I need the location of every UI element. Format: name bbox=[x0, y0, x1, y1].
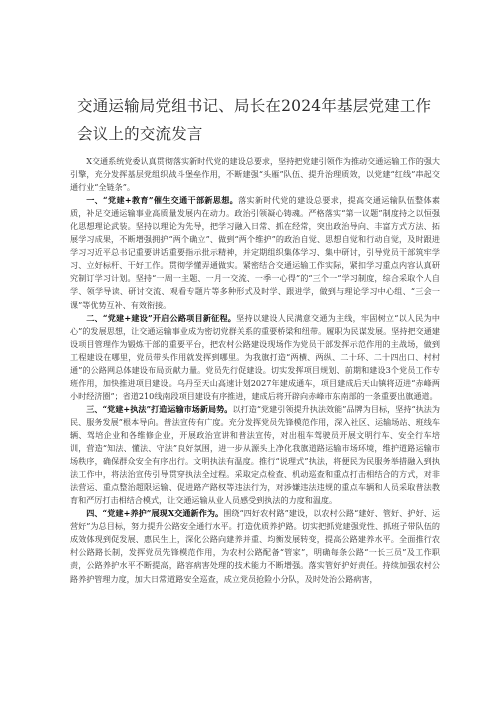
section-heading: 四、“党建+养护”展现X交通新作为。 bbox=[86, 508, 224, 519]
paragraph-text: X交通系统党委认真贯彻落实新时代党的建设总要求，坚持把党建引领作为推动交通运输工作的强大引擎，充分发挥基层党组织战斗堡垒作用，不断建强“头雁”队伍、提升治理质效，以党建“红线”串起交通行业“全链条”。 bbox=[70, 156, 440, 193]
section-heading: 三、“党建+执法”打造运输市场新局势。 bbox=[86, 403, 233, 414]
paragraph-section-3 bbox=[70, 403, 440, 507]
paragraph-section-4 bbox=[70, 507, 440, 585]
title-line-1: 交通运输局党组书记、局长在2024年基层党建工作 bbox=[77, 97, 432, 115]
paragraph-section-1 bbox=[70, 194, 440, 311]
section-heading: 一、“党建+教育”催生交通干部新思想。 bbox=[86, 195, 239, 206]
paragraph-section-2 bbox=[70, 312, 440, 403]
paragraph-intro bbox=[70, 155, 440, 194]
paragraph-text: 以打造“党建引领提升执法效能”品牌为目标，坚持“执法为民、服务发展”根本导向。普法宣传有广度。充分发挥党员先锋模范作用，深入社区、运输场站、班线车辆、驾培企业和各维修企业，开展政治宣讲和普法宣传，对出租车驾驶员开展文明行车、安全行车培训，营造“知法、懂法、守法”良好氛围，进一步从源头上净化我旗道路运输市场环境，维护道路运输市场秩序，确保群众安全有序出行。文明执法有温度。推行“说理式”执法，将便民为民服务举措融入到执法工作中，将法治宣传引导贯穿执法全过程。采取定点检查、机动巡查和重点打击相结合的方式，对非法营运、重点整治超限运输、促进路产路权等违法行为，对涉嫌违法违规的重点车辆和人员采取普法教育和严厉打击相结合模式，让交通运输从业人员感受到执法的力度和温度。 bbox=[70, 403, 440, 506]
section-heading: 二、“党建+建设”开启公路项目新征程。 bbox=[86, 312, 237, 323]
document-title bbox=[77, 92, 437, 148]
title-line-2: 会议上的交流发言 bbox=[77, 125, 203, 143]
paragraph-text: 围绕“四好农村路”建设，以农村公路“建好、管好、护好、运营好”为总目标，努力提升公路安全通行水平。打造优质养护路。切实把抓党建强党性、抓班子带队伍的成效体现到促发展、惠民生上，深化公路向建养并重、均衡发展转变，提高公路建养水平。全面推行农村公路路长制，发挥党员先锋模范作用，为农村公路配备“管家”，明确每条公路“一长三员”及工作职责，公路养护水平不断提高，路容病害处理的技术能力不断增强。落实管好护好责任。持续加强农村公路养护管理力度，加大日常道路安全巡查，成立党员抢险小分队，及时处治公路病害， bbox=[70, 508, 440, 584]
document-body bbox=[70, 155, 440, 586]
paragraph-text: 落实新时代党的建设总要求，提高交通运输队伍整体素质，补足交通运输事业高质量发展内在动力。政治引领凝心铸魂。严格落实“第一议题”制度持之以恒强化思想理论武装。坚持以理论为先导，把学习融入日常、抓在经常，突出政治导向、丰富方式方法、拓展学习成果，不断增强拥护“两个确立”、做到“两个维护”的政治自觉、思想自觉和行动自觉，及时跟进学习习近平总书记重要讲话重要指示批示精神，并定期组织集体学习、集中研讨，引导党员干部筑牢学习、立好标杆、干好工作。贯彻学懂弄通做实。紧密结合交通运输工作实际，紧扣学习重点内容认真研究制订学习计划。坚持“一周一主题、一月一交流、一季一心得”的“三个一”学习制度，综合采取个人自学、领学导读、研讨交流、观看专题片等多种形式及时学、跟进学，做到与理论学习中心组、“三会一课”等优势互补、有效衔接。 bbox=[70, 195, 440, 310]
paragraph-text: 坚持以建设人民满意交通为主线，牢固树立“以人民为中心”的发展思想，让交通运输事业成为密切党群关系的重要桥梁和纽带。履职为民谋发展。坚持把交通建设项目管理作为锻炼干部的重要平台，把农村公路建设现场作为党员干部发挥示范作用的主战场，做到工程建设在哪里，党员带头作用就发挥到哪里。为我旗打造“两横、两纵、二十环、二十四出口、村村通”的公路网总体建设布局贡献力量。党员先行促建设。切实发挥项目规划、前期和建设3个党员工作专班作用，加快推进项目建设。乌丹至天山高速计划2027年建成通车，项目建成后天山镇将迈进“赤峰两小时经济圈”；省道210线南段项目建设有序推进，建成后将开辟向赤峰市东南部的一条重要出旗通道。 bbox=[70, 312, 440, 401]
